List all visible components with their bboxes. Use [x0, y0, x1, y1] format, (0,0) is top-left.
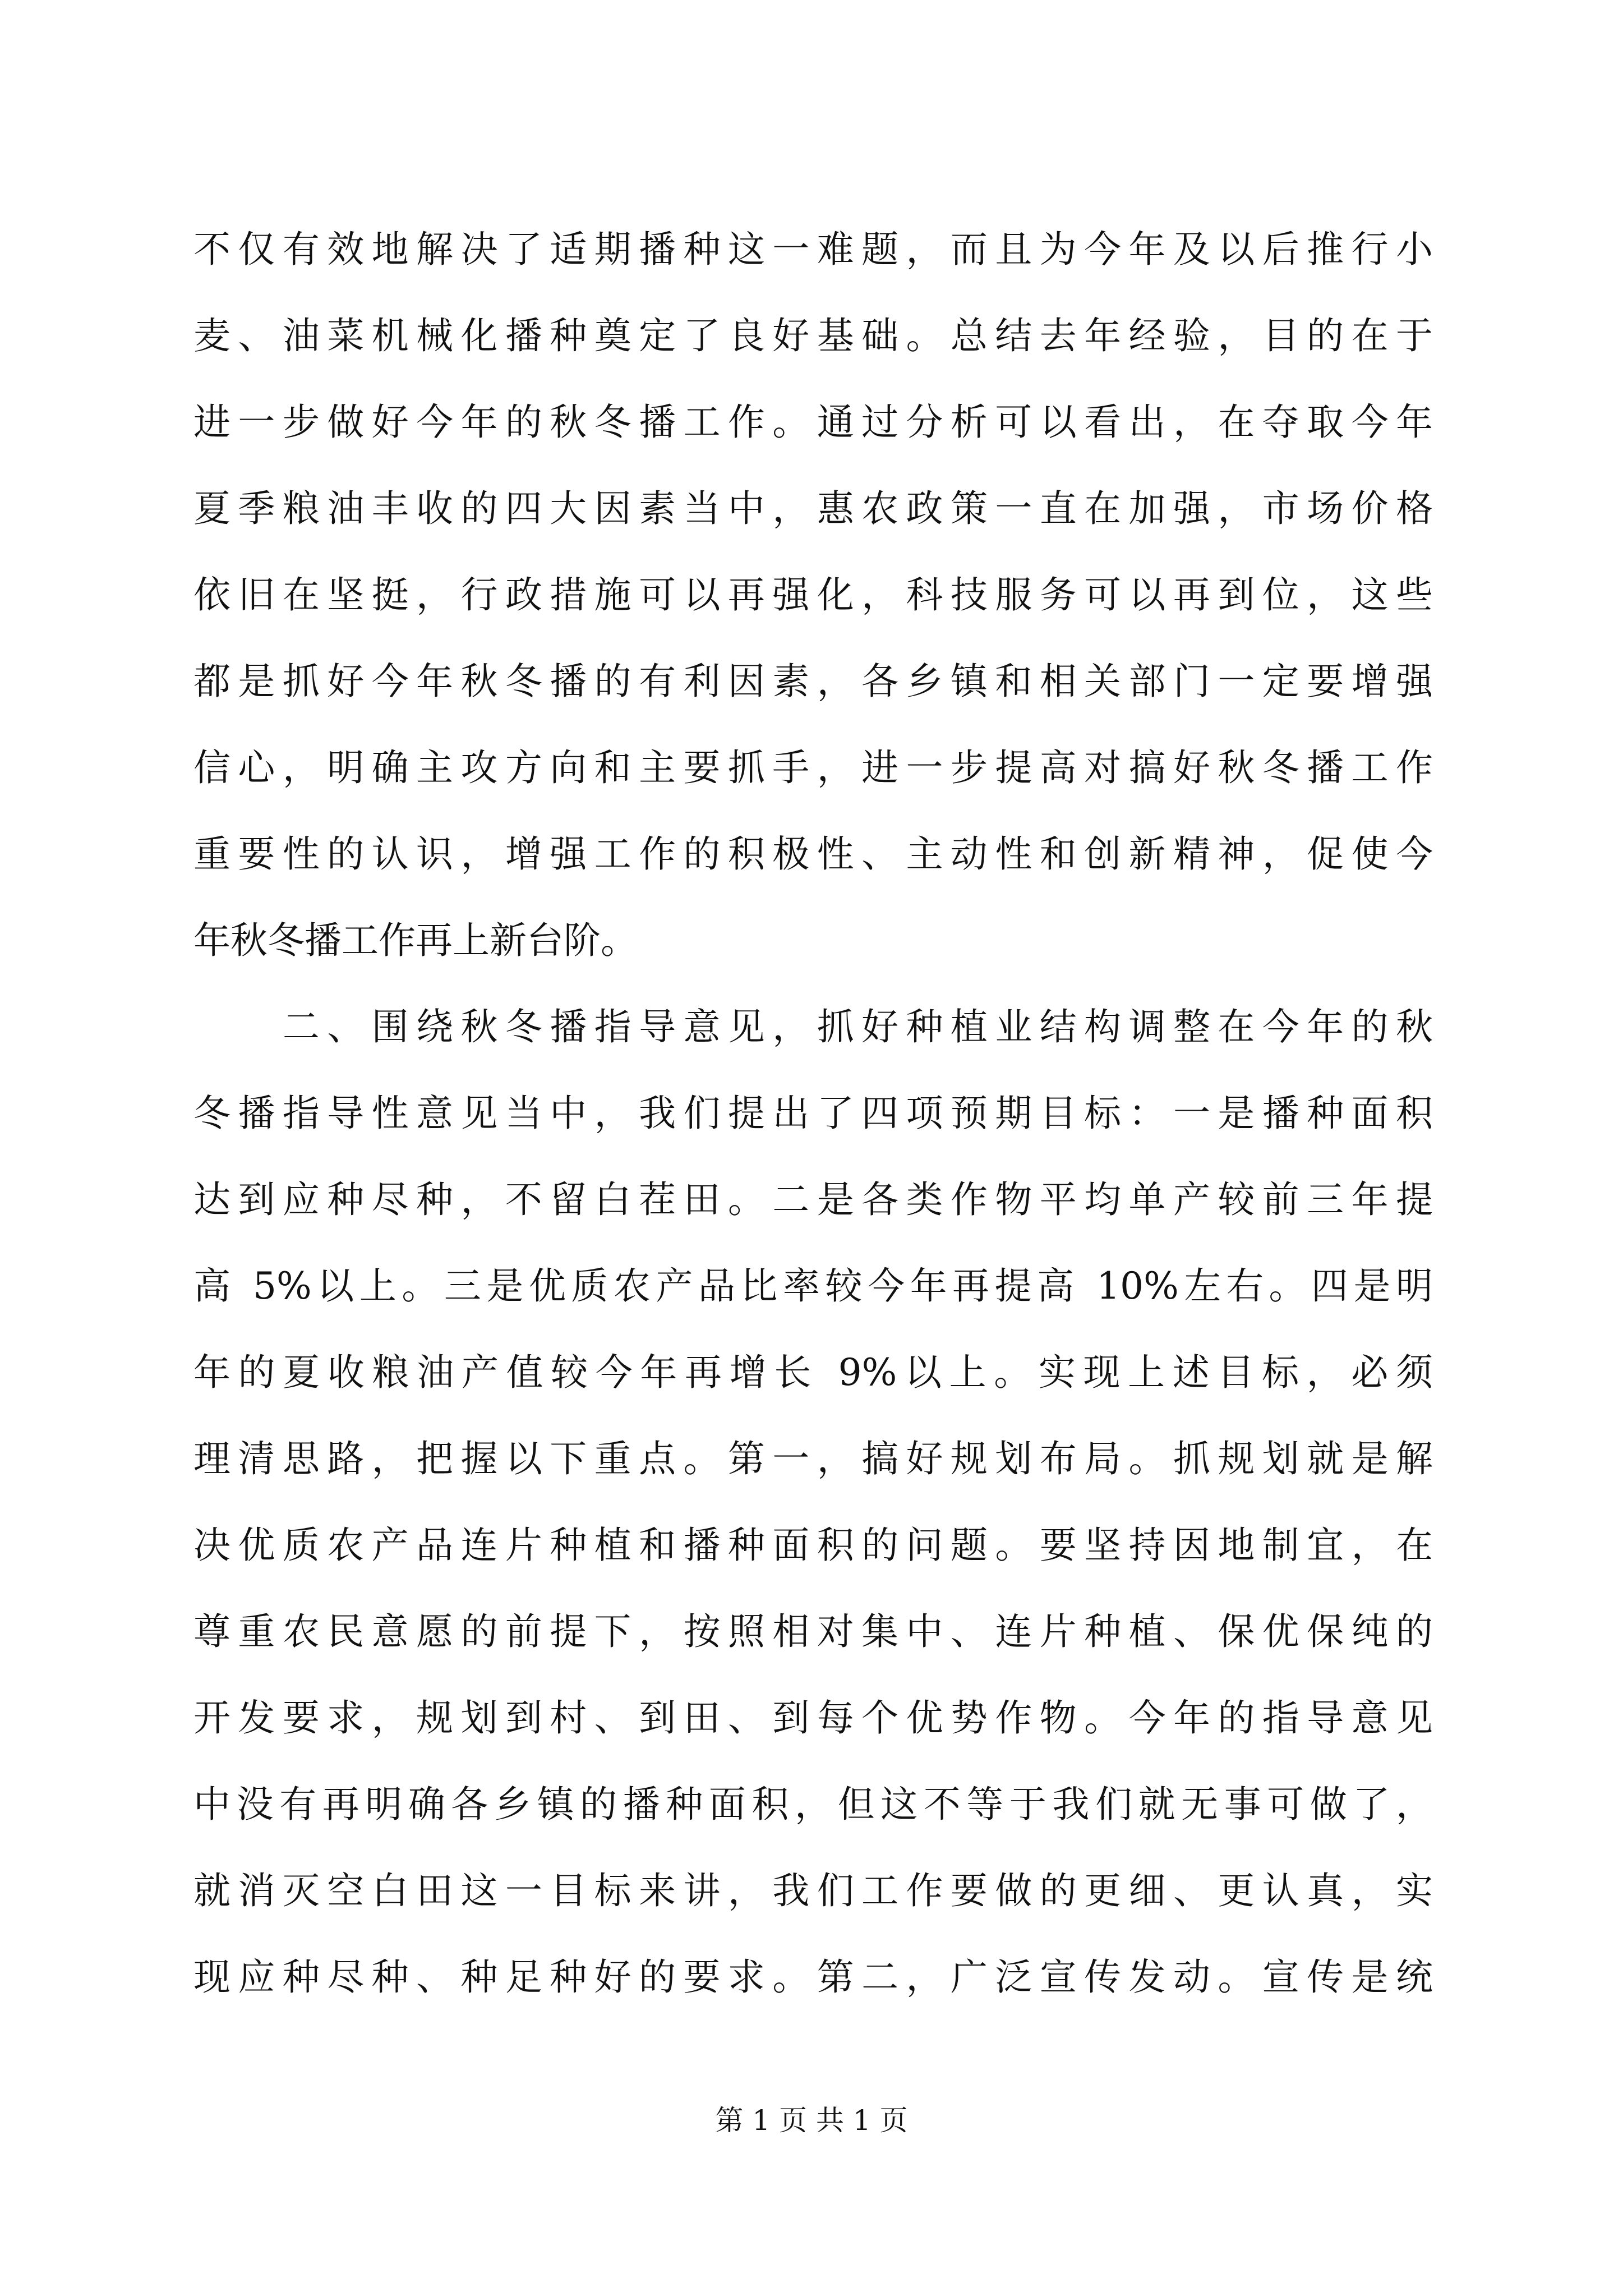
text-line: 依旧在坚挺，行政措施可以再强化，科技服务可以再到位，这些	[193, 573, 1433, 616]
text-line: 进一步做好今年的秋冬播工作。通过分析可以看出，在夺取今年	[193, 401, 1433, 444]
text-line: 就消灭空白田这一目标来讲，我们工作要做的更细、更认真，实	[193, 1869, 1433, 1912]
section-heading-line: 二、围绕秋冬播指导意见，抓好种植业结构调整在今年的秋	[193, 1005, 1433, 1048]
text-line: 夏季粮油丰收的四大因素当中，惠农政策一直在加强，市场价格	[193, 487, 1433, 530]
text-line: 重要性的认识，增强工作的积极性、主动性和创新精神，促使今	[193, 832, 1433, 876]
text-line: 高 5%以上。三是优质农产品比率较今年再提高 10%左右。四是明	[193, 1264, 1433, 1308]
page-footer	[0, 2098, 1623, 2138]
text-line: 尊重农民意愿的前提下，按照相对集中、连片种植、保优保纯的	[193, 1610, 1433, 1653]
text-line: 达到应种尽种，不留白茬田。二是各类作物平均单产较前三年提	[193, 1178, 1433, 1221]
text-line: 不仅有效地解决了适期播种这一难题，而且为今年及以后推行小	[193, 228, 1433, 271]
page-number-label: 第 1 页 共 1 页	[715, 2104, 908, 2137]
text-line: 开发要求，规划到村、到田、到每个优势作物。今年的指导意见	[193, 1696, 1433, 1740]
text-line: 决优质农产品连片种植和播种面积的问题。要坚持因地制宜，在	[193, 1524, 1433, 1567]
text-line: 中没有再明确各乡镇的播种面积，但这不等于我们就无事可做了，	[193, 1783, 1433, 1826]
text-line: 信心，明确主攻方向和主要抓手，进一步提高对搞好秋冬播工作	[193, 746, 1433, 789]
text-line: 现应种尽种、种足种好的要求。第二，广泛宣传发动。宣传是统	[193, 1955, 1433, 1999]
text-line: 麦、油菜机械化播种奠定了良好基础。总结去年经验，目的在于	[193, 314, 1433, 357]
text-line: 年秋冬播工作再上新台阶。	[193, 919, 638, 962]
text-line: 冬播指导性意见当中，我们提出了四项预期目标：一是播种面积	[193, 1092, 1433, 1135]
text-line: 都是抓好今年秋冬播的有利因素，各乡镇和相关部门一定要增强	[193, 660, 1433, 703]
text-line: 理清思路，把握以下重点。第一，搞好规划布局。抓规划就是解	[193, 1437, 1433, 1480]
text-line: 年的夏收粮油产值较今年再增长 9%以上。实现上述目标，必须	[193, 1351, 1433, 1394]
